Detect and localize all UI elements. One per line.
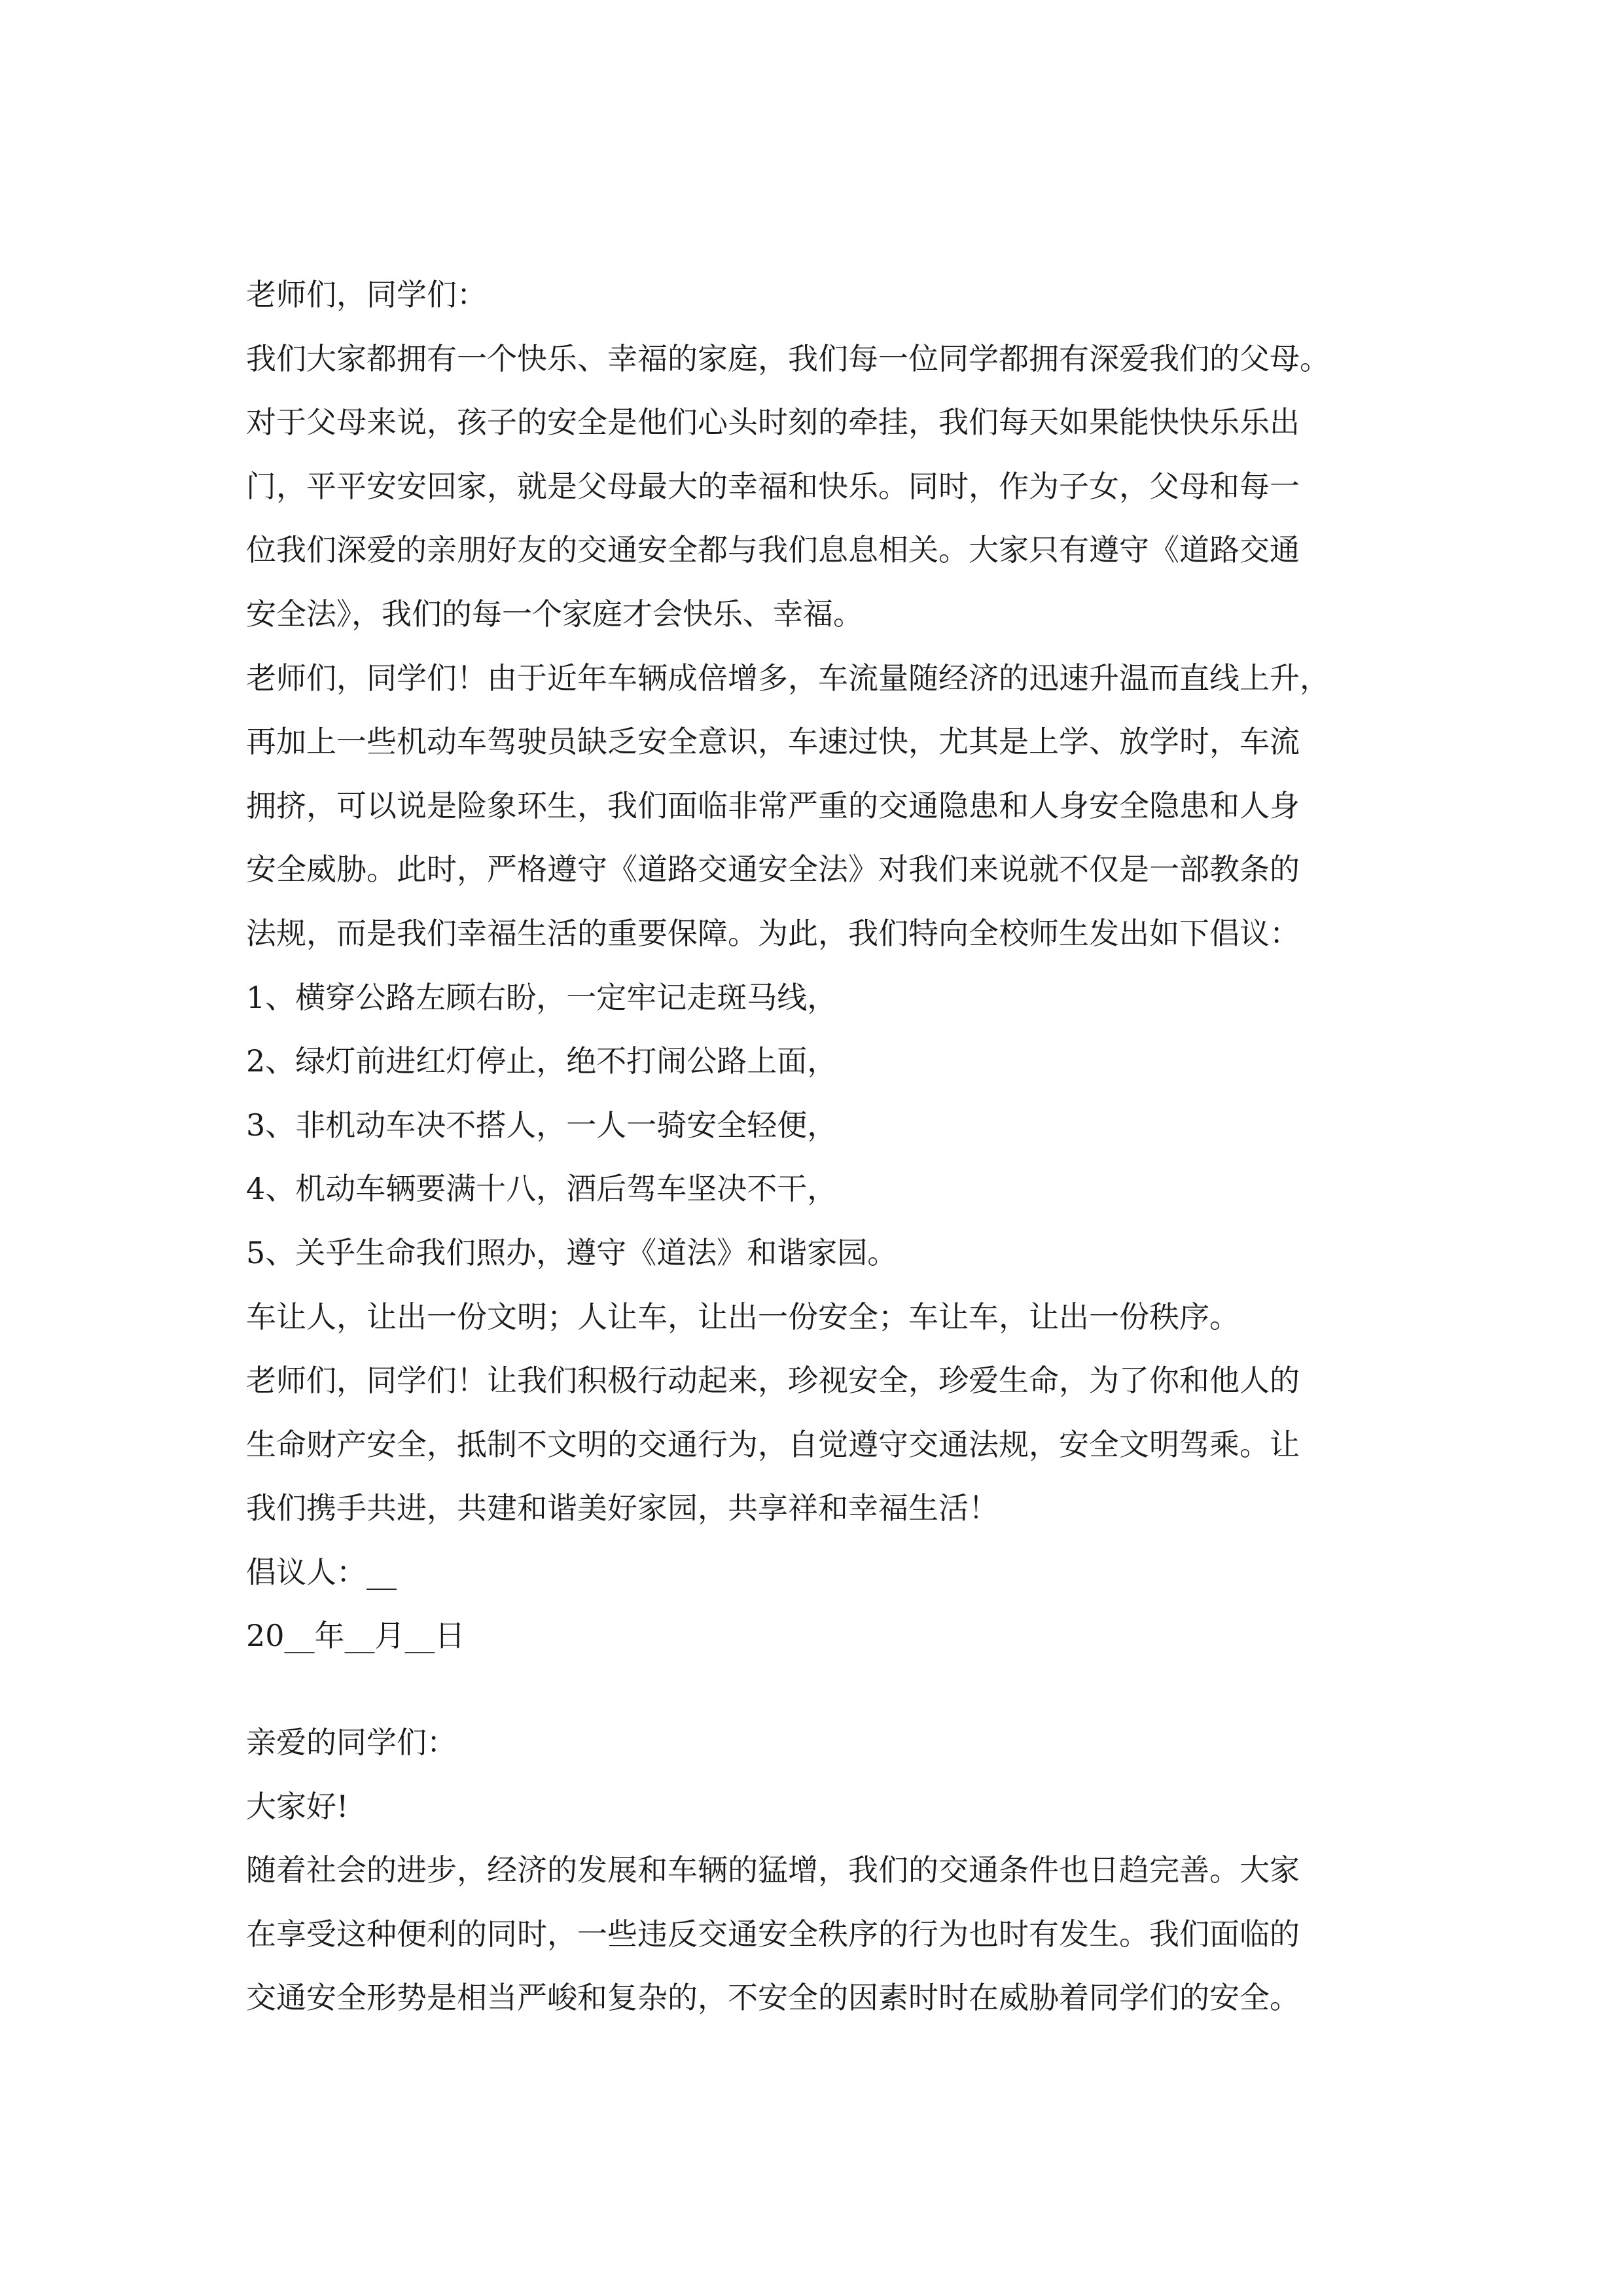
second-letter [246,1711,1411,2030]
paragraph-line: 生命财产安全，抵制不文明的交通行为，自觉遵守交通法规，安全文明驾乘。让 [246,1426,1300,1462]
paragraph-line: 对于父母来说，孩子的安全是他们心头时刻的牵挂，我们每天如果能快快乐乐出 [246,404,1300,440]
paragraph-line: 安全法》，我们的每一个家庭才会快乐、幸福。 [246,596,863,632]
proposal-letter [246,263,1411,1668]
salutation: 老师们，同学们： [246,277,487,312]
paragraph-line: 在享受这种便利的同时，一些违反交通安全秩序的行为也时有发生。我们面临的 [246,1916,1300,1952]
paragraph-line: 老师们，同学们！让我们积极行动起来，珍视安全，珍爱生命，为了你和他人的 [246,1363,1300,1399]
proposal-item: 5、关乎生命我们照办，遵守《道法》和谐家园。 [246,1234,898,1270]
paragraph-line: 再加上一些机动车驾驶员缺乏安全意识，车速过快，尤其是上学、放学时，车流 [246,724,1300,760]
paragraph-line: 随着社会的进步，经济的发展和车辆的猛增，我们的交通条件也日趋完善。大家 [246,1852,1300,1888]
greeting: 大家好! [246,1788,349,1824]
date-line: 20__年__月__日 [246,1618,465,1654]
paragraph-line: 我们携手共进，共建和谐美好家园，共享祥和幸福生活！ [246,1490,999,1526]
paragraph-line: 老师们，同学们！由于近年车辆成倍增多，车流量随经济的迅速升温而直线上升， [246,660,1330,696]
paragraph-line: 法规，而是我们幸福生活的重要保障。为此，我们特向全校师生发出如下倡议： [246,915,1300,951]
paragraph-line: 安全威胁。此时，严格遵守《道路交通安全法》对我们来说就不仅是一部教条的 [246,852,1300,888]
paragraph-line: 拥挤，可以说是险象环生，我们面临非常严重的交通隐患和人身安全隐患和人身 [246,787,1300,823]
paragraph-line: 我们大家都拥有一个快乐、幸福的家庭，我们每一位同学都拥有深爱我们的父母。 [246,340,1330,376]
slogan-line: 车让人，让出一份文明；人让车，让出一份安全；车让车，让出一份秩序。 [246,1299,1240,1335]
paragraph-line: 交通安全形势是相当严峻和复杂的，不安全的因素时时在威胁着同学们的安全。 [246,1980,1300,2016]
paragraph-line: 位我们深爱的亲朋好友的交通安全都与我们息息相关。大家只有遵守《道路交通 [246,532,1300,568]
salutation: 亲爱的同学们： [246,1725,457,1760]
paragraph-line: 门，平平安安回家，就是父母最大的幸福和快乐。同时，作为子女，父母和每一 [246,468,1300,504]
proposal-item: 1、横穿公路左顾右盼，一定牢记走斑马线， [246,979,838,1015]
proposal-item: 2、绿灯前进红灯停止，绝不打闹公路上面， [246,1043,838,1079]
proposal-item: 3、非机动车决不搭人，一人一骑安全轻便， [246,1107,838,1143]
proposal-item: 4、机动车辆要满十八，酒后驾车坚决不干， [246,1171,838,1207]
proposer-signature: 倡议人：__ [246,1554,397,1590]
